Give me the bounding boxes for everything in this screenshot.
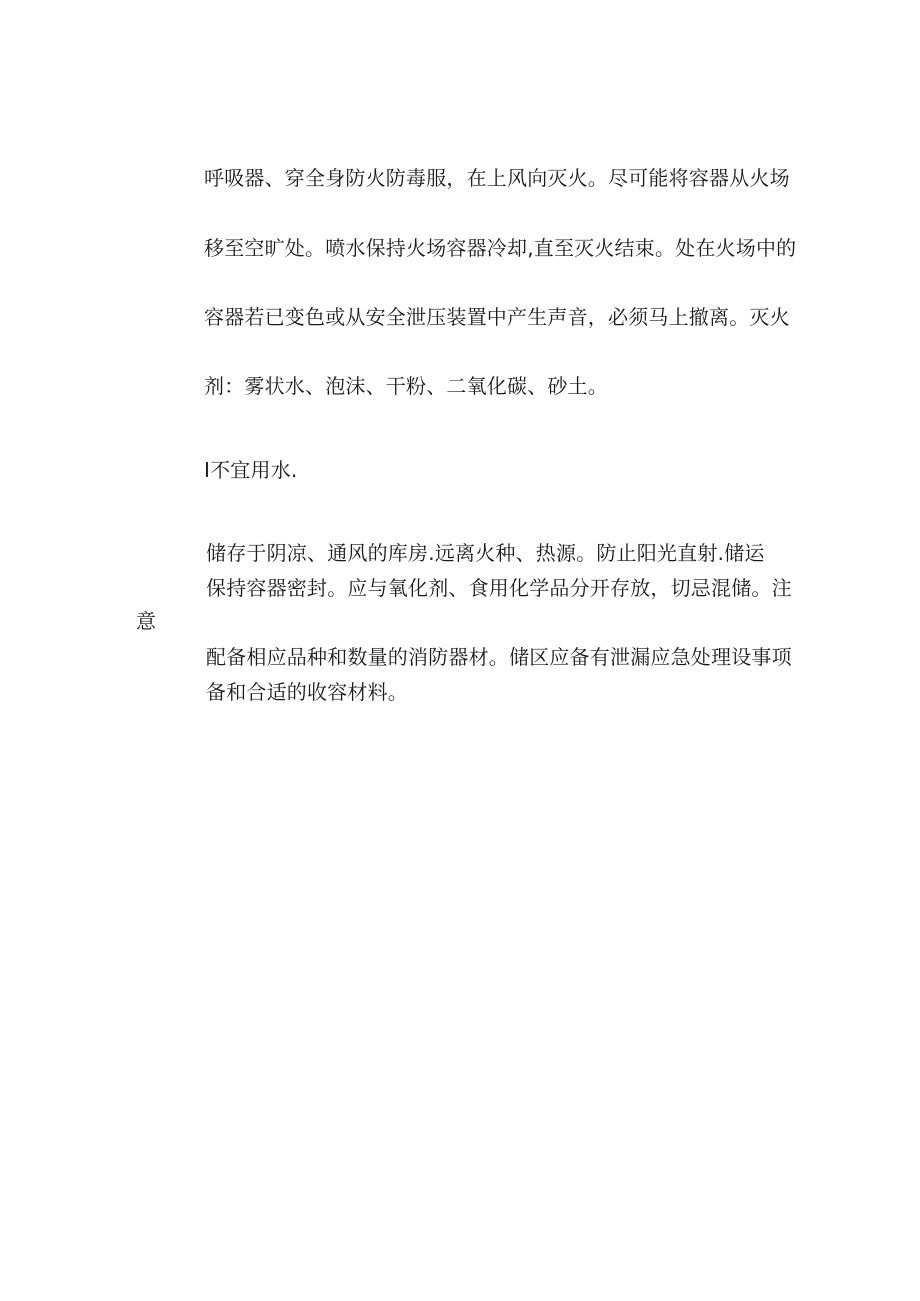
firefighting-note: I不宜用水. [204, 458, 298, 482]
firefighting-line-1: 呼吸器、穿全身防火防毒服，在上风向灭火。尽可能将容器从火场 [204, 166, 790, 190]
storage-line-3: 配备相应品种和数量的消防器材。储区应备有泄漏应急处理设事项 [206, 645, 792, 669]
firefighting-line-3: 容器若已变色或从安全泄压装置中产生声音，必须马上撤离。灭火 [204, 305, 790, 329]
storage-line-4: 备和合适的收容材料。 [206, 680, 408, 704]
storage-line-2: 保持容器密封。应与氧化剂、食用化学品分开存放，切忌混储。注 [206, 576, 792, 600]
storage-side-label: 意 [136, 609, 156, 633]
firefighting-line-4: 剂：雾状水、泡沫、干粉、二氧化碳、砂土。 [204, 374, 608, 398]
storage-line-1: 储存于阴凉、通风的库房.远离火种、热源。防止阳光直射.储运 [206, 541, 765, 565]
firefighting-line-2: 移至空旷处。喷水保持火场容器冷却,直至灭火结束。处在火场中的 [204, 236, 797, 260]
